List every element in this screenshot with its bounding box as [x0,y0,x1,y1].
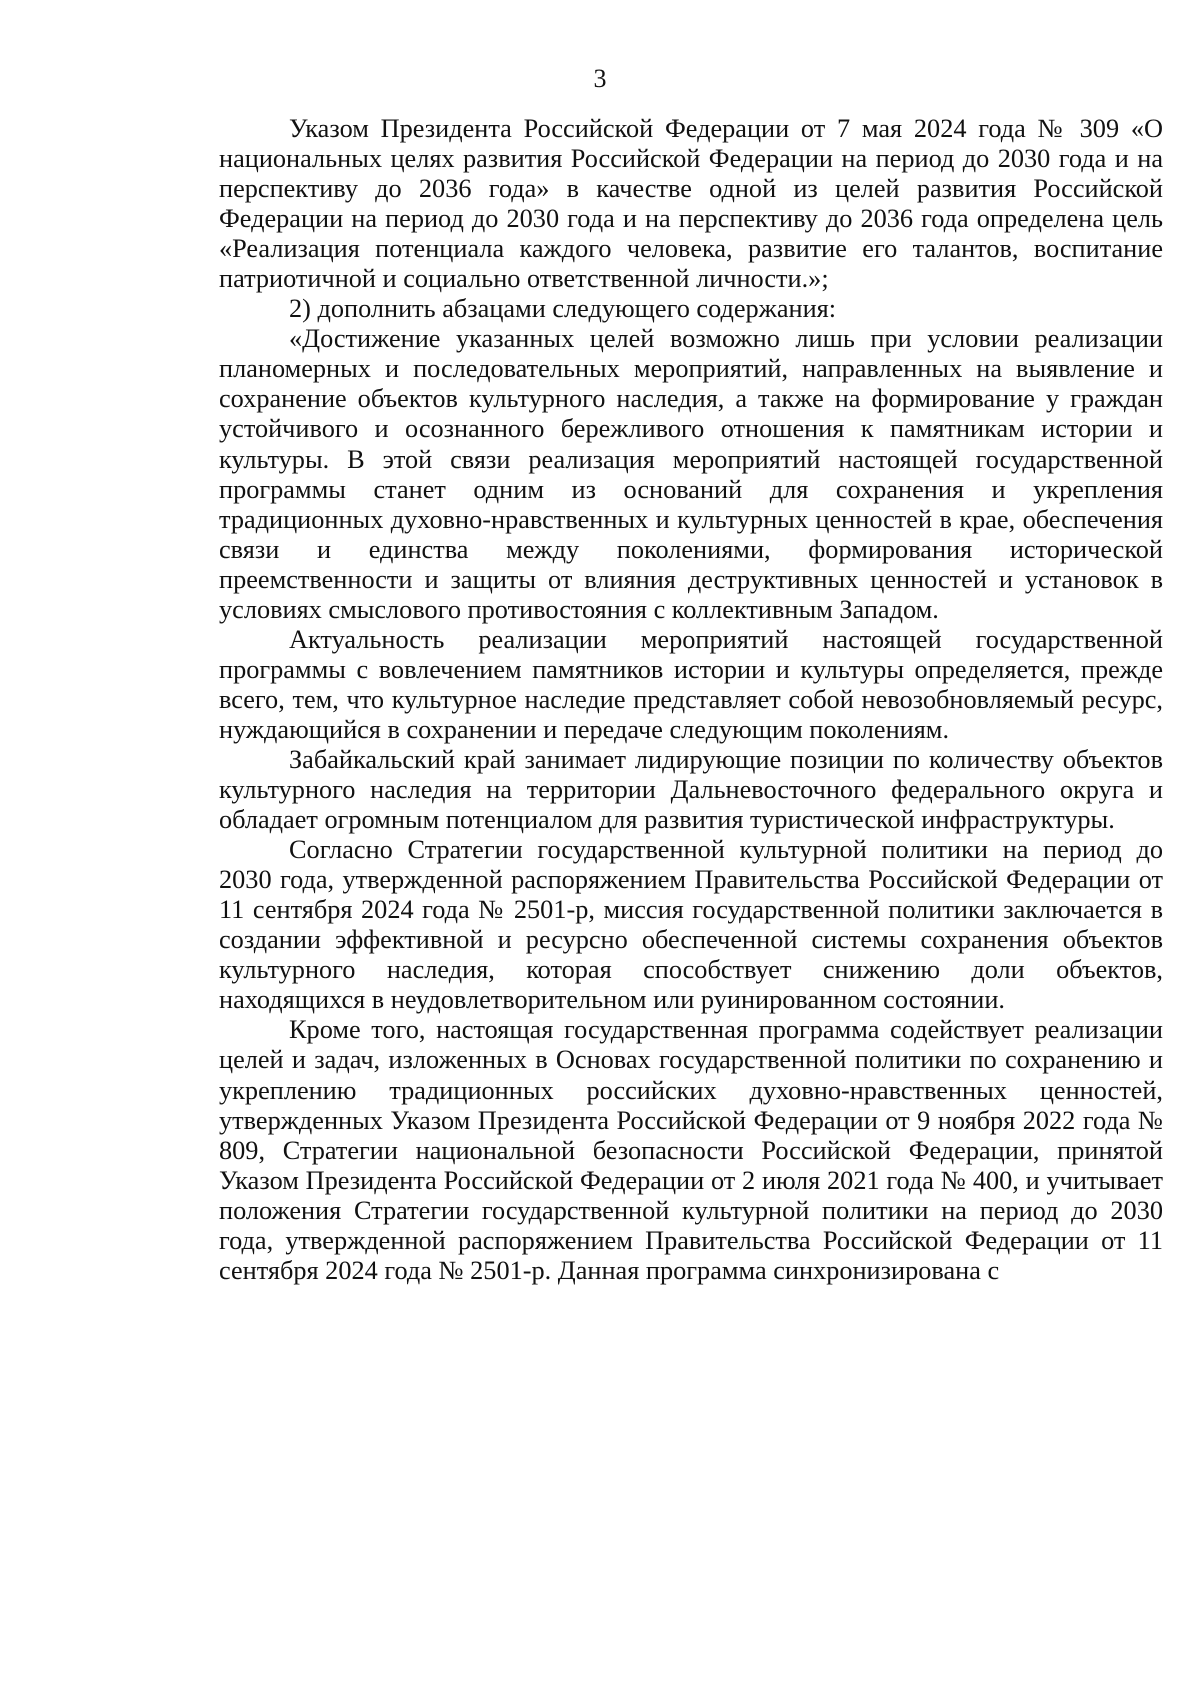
paragraph-zabaikalsky-krai: Забайкальский край занимает лидирующие позиции по количеству объектов культурного наследия на территории Дальневосточного федерального округа и обладает огромным потенциалом для развития туристической инфраструктуры. [219,744,1163,835]
paragraph-additionally: Кроме того, настоящая государственная программа содействует реализации целей и задач, изложенных в Основах государственной политики по сохранению и укреплению традиционных российских духовно-нравственных ценностей, утвержденных Указом Президента Российской Федерации от 9 ноября 2022 года № 809, Стратегии национальной безопасности Российской Федерации, принятой Указом Президента Российской Федерации от 2 июля 2021 года № 400, и учитывает положения Стратегии государственной культурной политики на период до 2030 года, утвержденной распоряжением Правительства Российской Федерации от 11 сентября 2024 года № 2501-р. Данная программа синхронизирована с [219,1015,1163,1285]
page-number: 3 [593,64,607,93]
paragraph-achievement-goals: «Достижение указанных целей возможно лишь при условии реализации планомерных и последовательных мероприятий, направленных на выявление и сохранение объектов культурного наследия, а также на формирование у граждан устойчивого и осознанного бережливого отношения к памятникам истории и культуры. В этой связи реализация мероприятий настоящей государственной программы станет одним из оснований для сохранения и укрепления традиционных духовно-нравственных и культурных ценностей в крае, обеспечения связи и единства между поколениями, формирования исторической преемственности и защиты от влияния деструктивных ценностей и установок в условиях смыслового противостояния с коллективным Западом. [219,324,1163,624]
paragraph-relevance: Актуальность реализации мероприятий настоящей государственной программы с вовлечением памятников истории и культуры определяется, прежде всего, тем, что культурное наследие представляет собой невозобновляемый ресурс, нуждающийся в сохранении и передаче следующим поколениям. [219,624,1163,744]
paragraph-amendment-item-2: 2) дополнить абзацами следующего содержания: [289,294,837,324]
document-body [219,114,1163,1286]
paragraph-cultural-strategy: Согласно Стратегии государственной культурной политики на период до 2030 года, утвержденной распоряжением Правительства Российской Федерации от 11 сентября 2024 года № 2501-р, миссия государственной политики заключается в создании эффективной и ресурсно обеспеченной системы сохранения объектов культурного наследия, которая способствует снижению доли объектов, находящихся в неудовлетворительном или руинированном состоянии. [219,835,1163,1015]
paragraph-national-goals: Указом Президента Российской Федерации от 7 мая 2024 года № 309 «О национальных целях развития Российской Федерации на период до 2030 года и на перспективу до 2036 года» в качестве одной из целей развития Российской Федерации на период до 2030 года и на перспективу до 2036 года определена цель «Реализация потенциала каждого человека, развитие его талантов, воспитание патриотичной и социально ответственной личности.»; [219,114,1163,294]
